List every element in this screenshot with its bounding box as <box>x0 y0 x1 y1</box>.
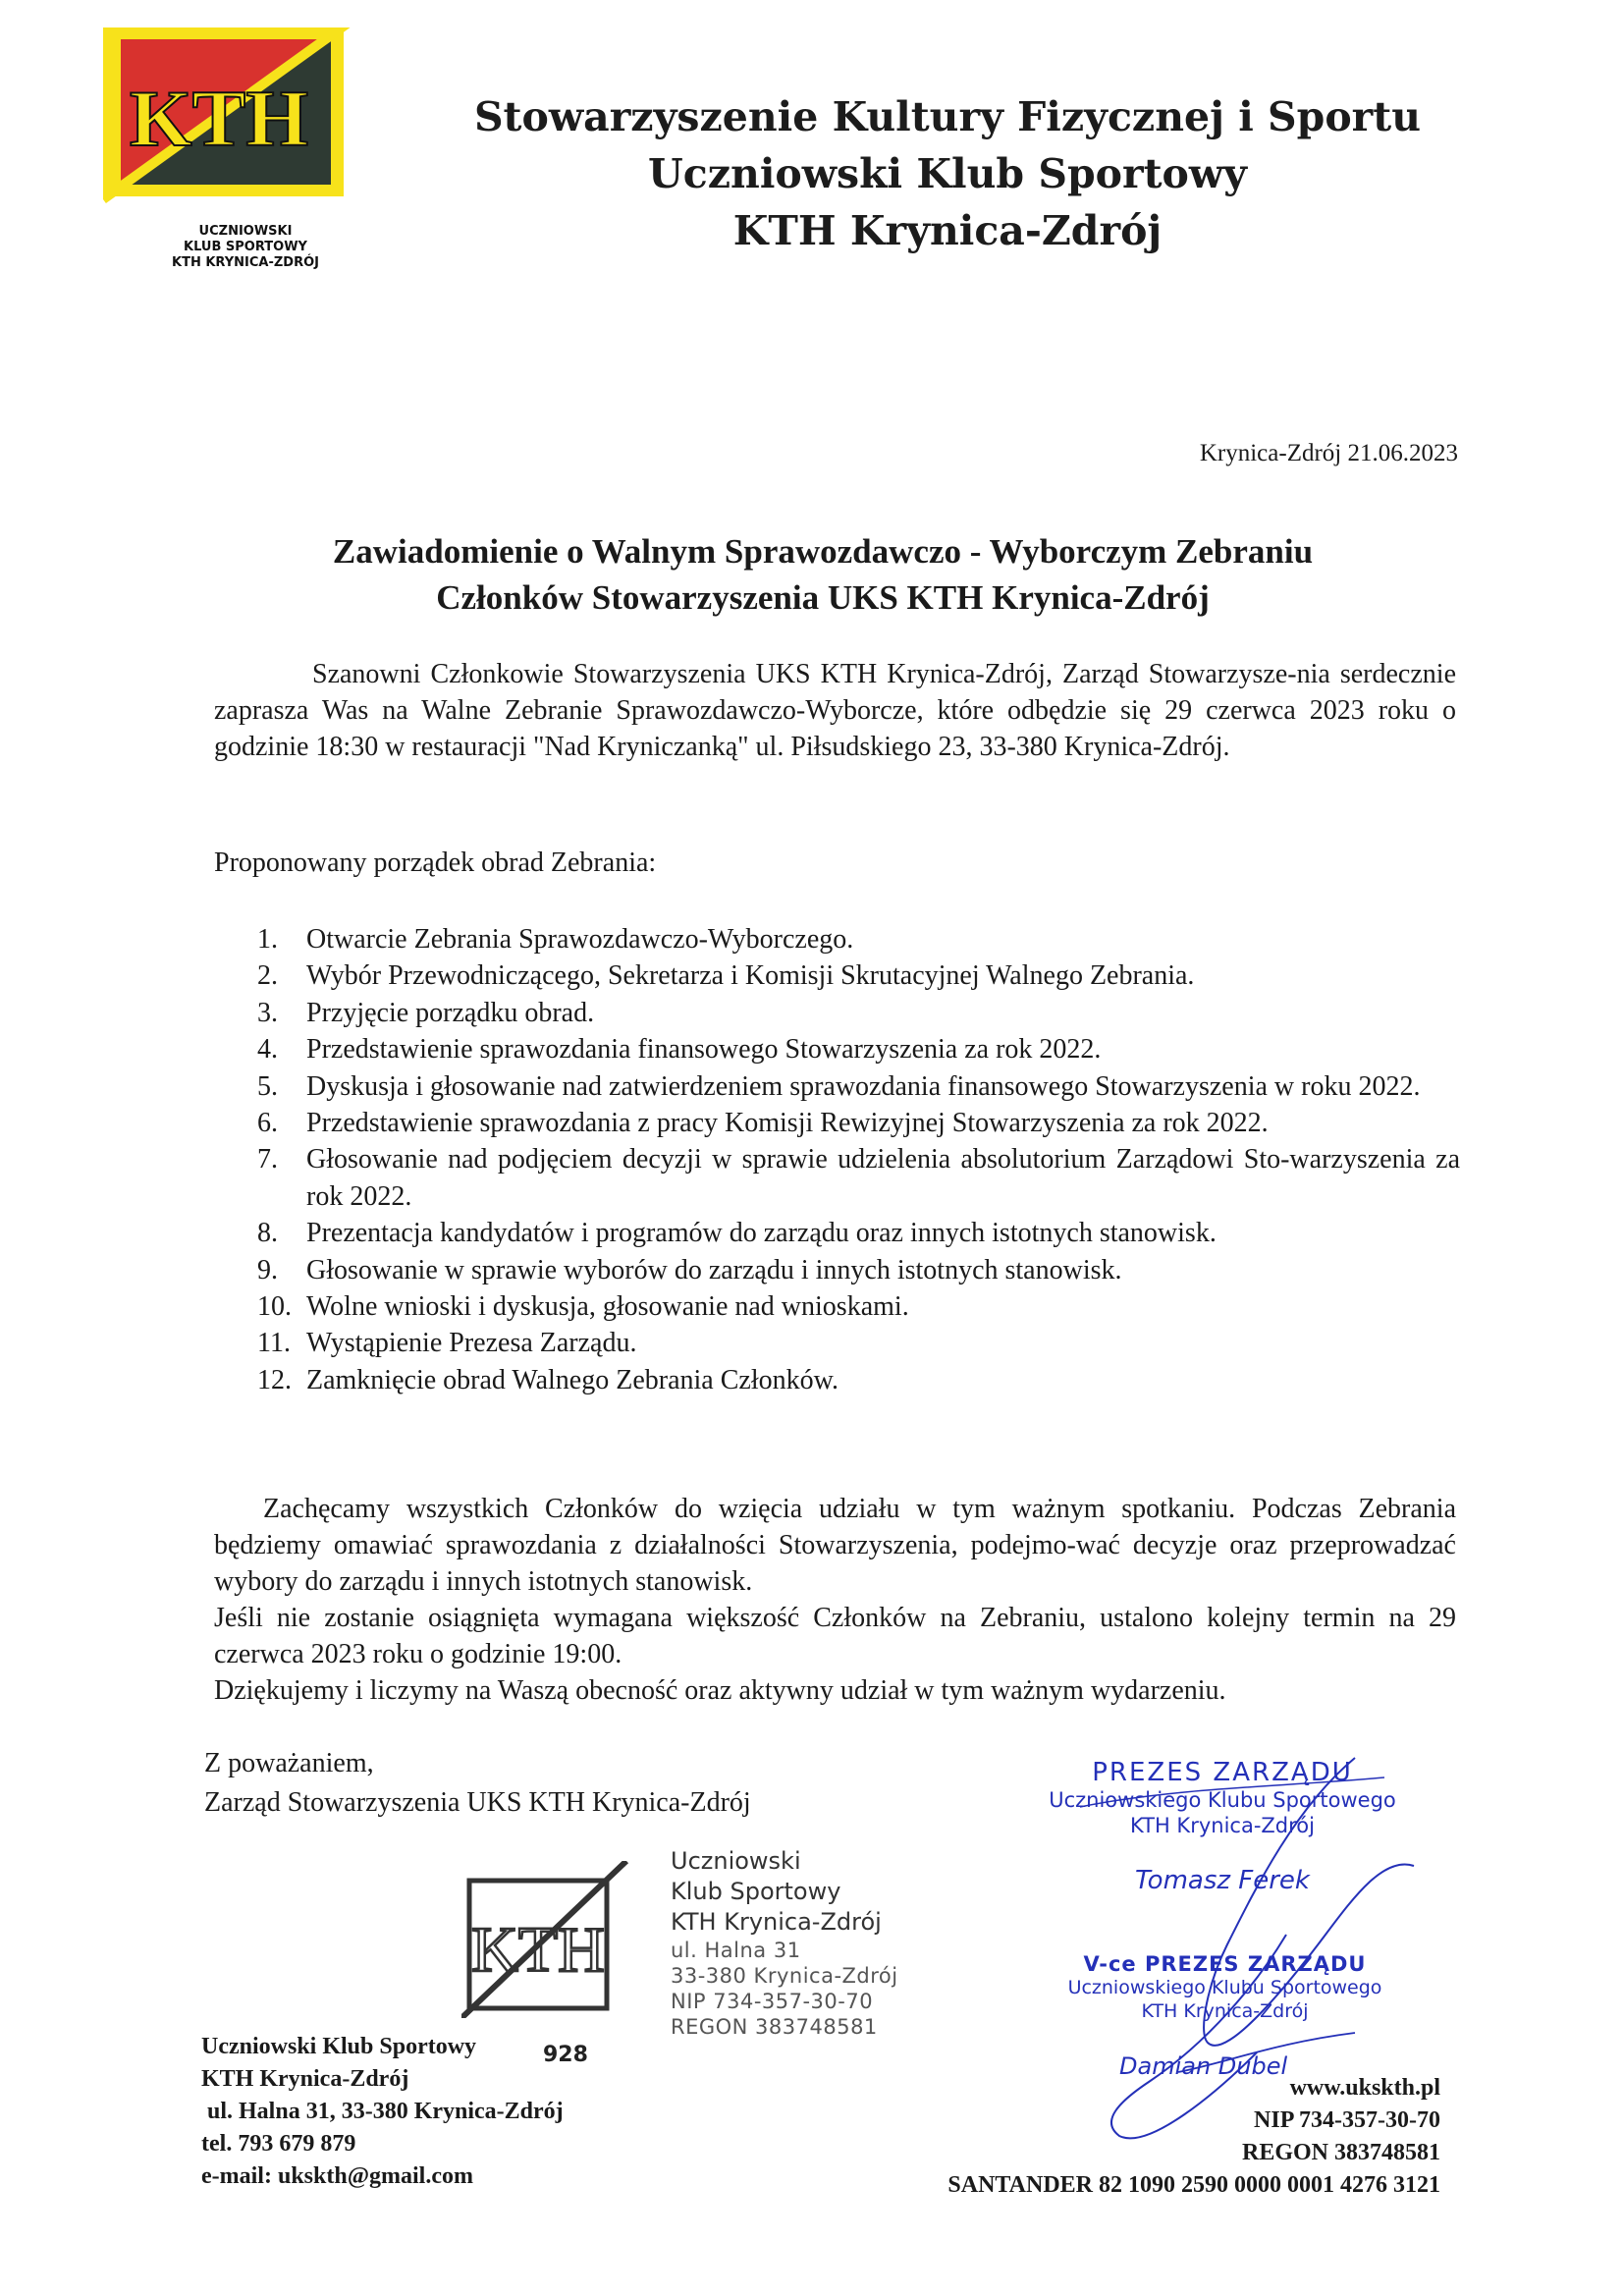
agenda-text: Otwarcie Zebrania Sprawozdawczo-Wyborczego. <box>306 924 854 955</box>
agenda-item <box>257 1068 1460 1105</box>
agenda-item <box>257 1288 1460 1325</box>
agenda-list <box>257 921 1460 1398</box>
agenda-number: 7. <box>257 1144 278 1175</box>
stamp-logo-text: KTH <box>471 1914 605 1986</box>
stamp-org: KTH Krynica-Zdrój <box>1141 2000 1309 2022</box>
agenda-text: Wystąpienie Prezesa Zarządu. <box>306 1328 637 1359</box>
agenda-item <box>257 1031 1460 1067</box>
intro-paragraph: Szanowni Członkowie Stowarzyszenia UKS KTH Krynica-Zdrój, Zarząd Stowarzysze-nia serdecznie zaprasza Was na Walne Zebranie Sprawozdawczo-Wyborcze, które odbędzie się 29 czerwca 2023 roku o godzinie 18:30 w restauracji "Nad Kryniczanką" ul. Piłsudskiego 23, 33-380 Krynica-Zdrój. <box>214 659 1456 762</box>
closing-paragraph <box>214 1491 1456 1709</box>
agenda-text: Dyskusja i głosowanie nad zatwierdzeniem sprawozdania finansowego Stowarzyszenia w roku 2022. <box>306 1070 1421 1102</box>
agenda-text: Przedstawienie sprawozdania z pracy Komisji Rewizyjnej Stowarzyszenia za rok 2022. <box>306 1108 1269 1139</box>
footer-bank-account: SANTANDER 82 1090 2590 0000 0001 4276 3121 <box>947 2172 1440 2198</box>
stamp-code: 928 <box>543 2043 588 2067</box>
agenda-item <box>257 1215 1460 1251</box>
agenda-number: 5. <box>257 1070 278 1102</box>
agenda-number: 4. <box>257 1034 278 1066</box>
agenda-item <box>257 1362 1460 1398</box>
agenda-number: 1. <box>257 924 278 955</box>
agenda-text: Głosowanie w sprawie wyborów do zarządu i innych istotnych stanowisk. <box>306 1254 1122 1285</box>
closing-text: Jeśli nie zostanie osiągnięta wymagana większość Członków na Zebraniu, ustalono kolejny termin na 29 czerwca 2023 roku o godzinie 19:00. <box>214 1603 1456 1669</box>
agenda-number: 11. <box>257 1328 291 1359</box>
title-line: Członków Stowarzyszenia UKS KTH Krynica-Zdrój <box>436 578 1210 617</box>
footer-website: www.ukskth.pl <box>1289 2075 1440 2101</box>
agenda-item <box>257 1141 1460 1215</box>
logo-caption <box>137 224 353 271</box>
footer-registry <box>947 2072 1440 2202</box>
agenda-item <box>257 1325 1460 1361</box>
stamp-name: Tomasz Ferek <box>1135 1866 1310 1895</box>
footer-email: e-mail: ukskth@gmail.com <box>201 2163 473 2189</box>
stamp-regon: REGON 383748581 <box>671 2015 878 2039</box>
footer-line: Uczniowski Klub Sportowy <box>201 2034 477 2059</box>
agenda-item <box>257 1252 1460 1288</box>
agenda-number: 6. <box>257 1108 278 1139</box>
stamp-address: 33-380 Krynica-Zdrój <box>671 1964 898 1988</box>
agenda-number: 12. <box>257 1364 292 1395</box>
closing-text: Zachęcamy wszystkich Członków do wzięcia udziału w tym ważnym spotkaniu. Podczas Zebrania będziemy omawiać sprawozdania z działalności Stowarzyszenia, podejmo-wać decyzje oraz przeprowadzać wybory do zarządu i innych istotnych stanowisk. <box>214 1494 1456 1597</box>
agenda-number: 8. <box>257 1218 278 1249</box>
footer-phone: tel. 793 679 879 <box>201 2131 356 2157</box>
agenda-item <box>257 995 1460 1031</box>
document-title <box>196 528 1449 621</box>
agenda-item <box>257 1105 1460 1141</box>
stamp-org: Uczniowskiego Klubu Sportowego <box>1049 1788 1396 1812</box>
title-line: Zawiadomienie o Walnym Sprawozdawczo - Wyborczym Zebraniu <box>332 532 1314 571</box>
stamp-line: Klub Sportowy <box>671 1878 841 1905</box>
logo-caption-line: KLUB SPORTOWY <box>184 240 307 254</box>
footer-address: ul. Halna 31, 33-380 Krynica-Zdrój <box>207 2099 564 2124</box>
stamp-role: V-ce PREZES ZARZĄDU <box>1083 1952 1367 1976</box>
stamp-line: Uczniowski <box>671 1847 801 1875</box>
agenda-text: Przyjęcie porządku obrad. <box>306 997 595 1028</box>
closing-text: Dziękujemy i liczymy na Waszą obecność oraz aktywny udział w tym ważnym wydarzeniu. <box>214 1675 1226 1706</box>
agenda-item <box>257 957 1460 994</box>
agenda-number: 3. <box>257 997 278 1028</box>
agenda-number: 2. <box>257 960 278 992</box>
vice-president-stamp <box>1031 1952 1419 2080</box>
regards-block <box>204 1744 751 1823</box>
logo-caption-line: UCZNIOWSKI <box>198 224 293 239</box>
footer-nip: NIP 734-357-30-70 <box>1254 2107 1440 2133</box>
header-line: Uczniowski Klub Sportowy <box>648 150 1247 197</box>
stamp-name: Damian Dubel <box>1119 2052 1288 2080</box>
footer-contact <box>201 2031 564 2193</box>
president-stamp <box>1036 1758 1409 1895</box>
stamp-org: Uczniowskiego Klubu Sportowego <box>1067 1977 1382 1998</box>
header-line: Stowarzyszenie Kultury Fizycznej i Sportu <box>473 93 1422 140</box>
agenda-intro: Proponowany porządek obrad Zebrania: <box>214 847 657 878</box>
agenda-item <box>257 921 1460 957</box>
agenda-number: 9. <box>257 1254 278 1285</box>
agenda-text: Zamknięcie obrad Walnego Zebrania Członków. <box>306 1364 839 1395</box>
agenda-text: Prezentacja kandydatów i programów do zarządu oraz innych istotnych stanowisk. <box>306 1218 1217 1249</box>
header-line: KTH Krynica-Zdrój <box>732 207 1163 254</box>
logo-text: KTH <box>129 74 309 163</box>
agenda-text: Wolne wnioski i dyskusja, głosowanie nad wnioskami. <box>306 1291 909 1323</box>
stamp-logo <box>461 1861 628 2018</box>
organization-header <box>412 88 1483 259</box>
agenda-text: Przedstawienie sprawozdania finansowego Stowarzyszenia za rok 2022. <box>306 1034 1102 1066</box>
footer-line: KTH Krynica-Zdrój <box>201 2066 409 2092</box>
agenda-text: Wybór Przewodniczącego, Sekretarza i Komisji Skrutacyjnej Walnego Zebrania. <box>306 960 1195 992</box>
stamp-nip: NIP 734-357-30-70 <box>671 1990 874 2013</box>
document-date: Krynica-Zdrój 21.06.2023 <box>1199 440 1458 466</box>
agenda-number: 10. <box>257 1291 292 1323</box>
stamp-text <box>671 1846 898 2040</box>
stamp-role: PREZES ZARZĄDU <box>1092 1758 1353 1787</box>
stamp-line: KTH Krynica-Zdrój <box>671 1908 882 1936</box>
stamp-address: ul. Halna 31 <box>671 1939 801 1962</box>
agenda-text: Głosowanie nad podjęciem decyzji w sprawie udzielenia absolutorium Zarządowi Sto-warzyszenia za rok 2022. <box>306 1144 1460 1212</box>
regards-line: Zarząd Stowarzyszenia UKS KTH Krynica-Zdrój <box>204 1787 751 1818</box>
logo-caption-line: KTH KRYNICA-ZDRÓJ <box>172 255 319 270</box>
stamp-org: KTH Krynica-Zdrój <box>1130 1814 1315 1837</box>
regards-line: Z poważaniem, <box>204 1748 374 1778</box>
footer-regon: REGON 383748581 <box>1241 2140 1440 2165</box>
